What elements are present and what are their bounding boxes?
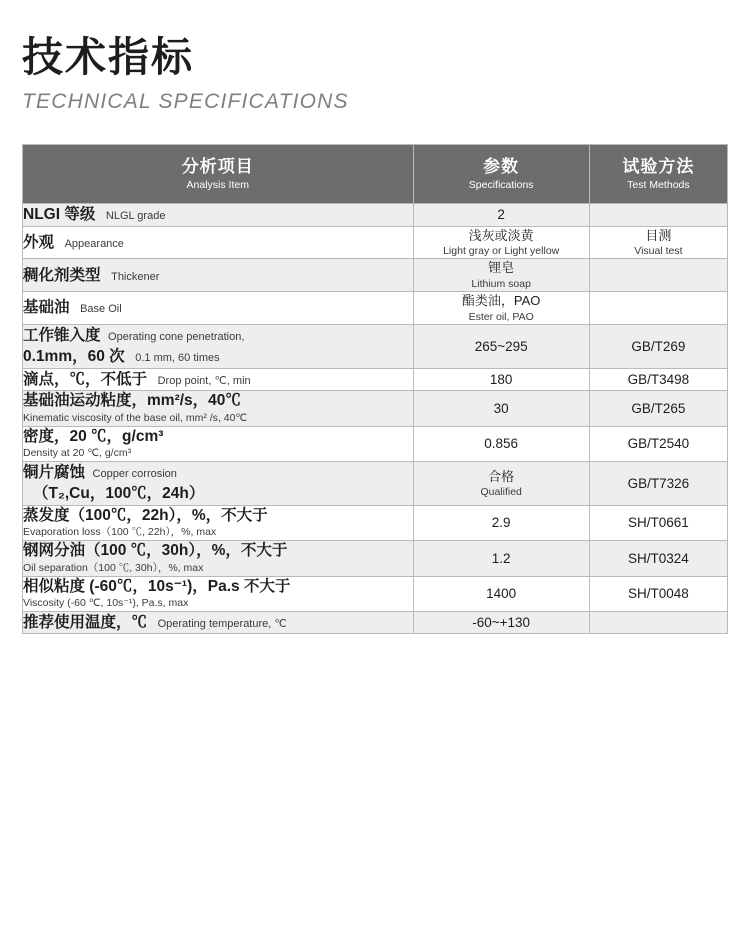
row-test-value: SH/T0324 — [628, 550, 689, 566]
row-spec-value: 265~295 — [474, 338, 528, 354]
row-test-cell — [589, 368, 727, 391]
row-item-en: Base Oil — [80, 303, 122, 316]
column-header-analysis-item — [23, 145, 414, 204]
row-item-en: Operating temperature, ℃ — [157, 617, 287, 630]
row-spec-value-en: Lithium soap — [471, 278, 531, 290]
column-header-specifications-en: Specifications — [468, 179, 534, 192]
row-spec-value-en: Ester oil, PAO — [468, 310, 534, 323]
row-test-cell — [589, 426, 727, 461]
row-item-cn-2: 0.1mm，60 次 — [23, 348, 125, 366]
row-item-cn: 外观 — [23, 233, 55, 251]
table-row — [23, 292, 728, 325]
row-spec-value: 180 — [489, 371, 513, 387]
row-item-cell — [23, 611, 414, 634]
row-item-cn: 滴点，℃，不低于 — [23, 370, 148, 388]
row-spec-cell — [413, 576, 589, 611]
table-row — [23, 462, 728, 506]
column-header-test-methods — [589, 145, 727, 204]
table-row — [23, 505, 728, 540]
row-test-cell — [589, 324, 727, 368]
row-spec-cell — [413, 426, 589, 461]
table-header-row — [23, 145, 728, 204]
row-item-cell — [23, 426, 414, 461]
row-test-value: GB/T2540 — [627, 436, 690, 452]
row-test-cell — [589, 391, 727, 426]
column-header-analysis-item-cn: 分析项目 — [181, 156, 254, 176]
row-spec-value-en: Light gray or Light yellow — [443, 245, 560, 258]
row-item-cell — [23, 259, 414, 292]
row-test-cell — [589, 576, 727, 611]
row-spec-value-en: Qualified — [480, 486, 522, 499]
row-item-cn: 相似粘度 (-60℃，10s⁻¹)，Pa.s 不大于 — [23, 577, 291, 595]
row-test-value-en: Visual test — [634, 245, 683, 258]
row-test-cell — [589, 505, 727, 540]
row-test-cell — [589, 462, 727, 506]
table-row — [23, 368, 728, 391]
column-header-analysis-item-en: Analysis Item — [186, 179, 249, 192]
row-item-cn: 稠化剂类型 — [23, 266, 101, 284]
row-spec-value: 30 — [493, 400, 509, 416]
row-item-en: Copper corrosion — [92, 468, 177, 481]
row-item-en: Density at 20 ℃, g/cm³ — [23, 447, 132, 460]
row-spec-cell — [413, 541, 589, 576]
table-row — [23, 391, 728, 426]
table-row — [23, 226, 728, 259]
table-row — [23, 576, 728, 611]
row-test-value: SH/T0661 — [628, 515, 689, 531]
table-body — [23, 204, 728, 634]
row-spec-cell — [413, 204, 589, 227]
row-spec-value: 2.9 — [491, 515, 511, 531]
row-item-en: Oil separation（100 ℃, 30h），%, max — [23, 561, 204, 574]
row-item-cell — [23, 368, 414, 391]
row-item-cell — [23, 462, 414, 506]
row-spec-value: 0.856 — [484, 436, 519, 452]
row-item-cell — [23, 226, 414, 259]
row-spec-cell — [413, 292, 589, 325]
row-item-cn: 密度，20 ℃，g/cm³ — [23, 427, 164, 445]
row-spec-value: 1400 — [486, 585, 517, 601]
row-test-cell — [589, 541, 727, 576]
row-test-cell — [589, 259, 727, 292]
row-item-cn: 铜片腐蚀 — [23, 464, 86, 482]
row-test-value-cn: 目测 — [645, 227, 672, 243]
row-test-value: GB/T269 — [631, 338, 686, 354]
row-item-cell — [23, 324, 414, 368]
row-spec-value-cn: 浅灰或淡黄 — [468, 227, 534, 243]
row-item-cn: 工作锥入度 — [23, 326, 101, 344]
row-item-cell — [23, 541, 414, 576]
row-spec-value: 1.2 — [491, 550, 511, 566]
row-spec-cell — [413, 462, 589, 506]
row-item-cn: 基础油运动粘度，mm²/s，40℃ — [23, 392, 241, 410]
row-item-cell — [23, 505, 414, 540]
row-test-cell — [589, 611, 727, 634]
row-test-value: GB/T265 — [631, 400, 686, 416]
table-row — [23, 324, 728, 368]
row-test-value: SH/T0048 — [628, 585, 689, 601]
row-spec-cell — [413, 505, 589, 540]
row-item-en: Evaporation loss（100 ℃, 22h），%, max — [23, 526, 217, 539]
row-spec-cell — [413, 368, 589, 391]
page-title: 技术指标 — [22, 34, 194, 80]
row-spec-cell — [413, 259, 589, 292]
row-spec-value: 2 — [497, 207, 505, 223]
row-item-cn: NLGI 等级 — [23, 206, 96, 224]
row-test-cell — [589, 226, 727, 259]
row-test-cell — [589, 204, 727, 227]
row-test-value: GB/T3498 — [627, 371, 690, 387]
row-spec-value: -60~+130 — [472, 614, 531, 630]
row-item-en: Drop point, ℃, min — [157, 374, 251, 387]
table-row — [23, 611, 728, 634]
column-header-test-methods-en: Test Methods — [627, 179, 690, 192]
row-item-cn: 推荐使用温度，℃ — [23, 613, 148, 631]
row-test-cell — [589, 292, 727, 325]
row-item-cell — [23, 391, 414, 426]
row-item-cell — [23, 576, 414, 611]
row-item-cn-2: （T₂,Cu，100℃，24h） — [33, 485, 205, 503]
row-item-en-2: 0.1 mm, 60 times — [135, 352, 220, 365]
row-spec-cell — [413, 611, 589, 634]
table-row — [23, 204, 728, 227]
row-item-en: Viscosity (-60 ℃, 10s⁻¹), Pa.s, max — [23, 597, 189, 609]
technical-specifications-table — [22, 144, 728, 634]
row-item-en: NLGL grade — [105, 210, 166, 223]
row-spec-cell — [413, 391, 589, 426]
page-title-block — [22, 0, 728, 114]
row-spec-cell — [413, 226, 589, 259]
row-spec-value-cn: 锂皂 — [488, 260, 515, 276]
table-header — [23, 145, 728, 204]
column-header-test-methods-cn: 试验方法 — [622, 156, 695, 176]
row-item-cell — [23, 292, 414, 325]
row-spec-value-cn: 合格 — [488, 468, 515, 484]
page-subtitle: TECHNICAL SPECIFICATIONS — [22, 90, 349, 114]
column-header-specifications-cn: 参数 — [483, 156, 520, 176]
row-item-en: Kinematic viscosity of the base oil, mm² /s, 40℃ — [23, 411, 248, 424]
row-item-cn: 钢网分油（100 ℃，30h），%，不大于 — [23, 542, 288, 560]
table-row — [23, 541, 728, 576]
column-header-specifications — [413, 145, 589, 204]
table-row — [23, 259, 728, 292]
row-item-en: Thickener — [111, 270, 160, 283]
row-item-en: Operating cone penetration, — [108, 330, 245, 343]
table-row — [23, 426, 728, 461]
row-item-cell — [23, 204, 414, 227]
row-item-cn: 蒸发度（100℃，22h），%，不大于 — [23, 506, 268, 524]
row-test-value: GB/T7326 — [627, 475, 690, 491]
row-item-cn: 基础油 — [23, 299, 70, 317]
row-spec-cell — [413, 324, 589, 368]
row-spec-value-cn: 酯类油，PAO — [461, 293, 541, 309]
row-item-en: Appearance — [64, 237, 124, 250]
